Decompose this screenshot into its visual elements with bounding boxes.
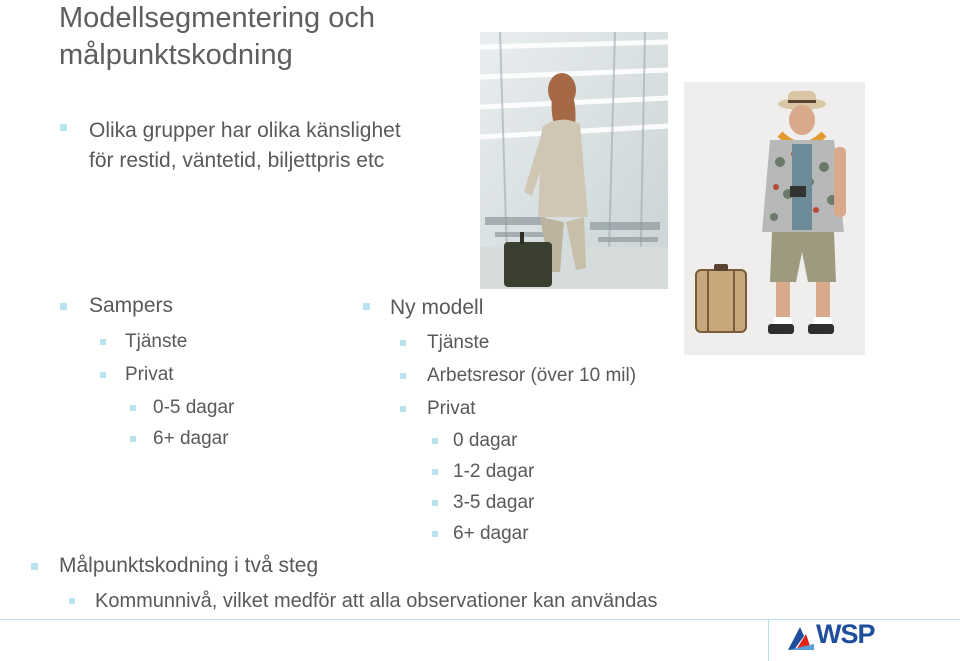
ny-modell-subitem: 6+ dagar — [453, 523, 529, 544]
ny-modell-subitem: 1-2 dagar — [453, 461, 535, 482]
intro-line-2: för restid, väntetid, biljettpris etc — [89, 149, 385, 172]
bullet-marker — [432, 469, 438, 475]
ny-modell-subitem: 0 dagar — [453, 430, 518, 451]
bullet-marker — [100, 372, 106, 378]
bullet-marker — [100, 339, 106, 345]
sampers-item: Tjänste — [125, 331, 188, 352]
bullet-marker — [60, 303, 67, 310]
bullet-marker — [69, 598, 75, 604]
bullet-marker — [432, 500, 438, 506]
bullet-marker — [130, 405, 136, 411]
malpunkt-sub: Kommunnivå, vilket medför att alla observationer kan användas — [95, 590, 658, 612]
bullet-marker — [60, 124, 67, 131]
page-title: Modellsegmentering och målpunktskodning — [59, 2, 375, 71]
sampers-item: Privat — [125, 364, 174, 385]
sampers-heading: Sampers — [89, 294, 174, 317]
bullet-marker — [400, 340, 406, 346]
tourist-photo — [684, 82, 865, 355]
intro-line-1: Olika grupper har olika känslighet — [89, 119, 401, 142]
ny-modell-item: Arbetsresor (över 10 mil) — [427, 365, 637, 386]
wsp-logo-text: WSP — [816, 619, 875, 649]
sampers-subitem: 0-5 dagar — [153, 397, 235, 418]
bullet-marker — [31, 563, 38, 570]
bullet-marker — [130, 436, 136, 442]
bullet-marker — [363, 303, 370, 310]
bullet-marker — [432, 531, 438, 537]
ny-modell-item: Tjänste — [427, 332, 490, 353]
bullet-marker — [400, 373, 406, 379]
bullet-marker — [432, 438, 438, 444]
ny-modell-subitem: 3-5 dagar — [453, 492, 535, 513]
sampers-subitem: 6+ dagar — [153, 428, 229, 449]
ny-modell-item: Privat — [427, 398, 476, 419]
airport-traveler-photo — [480, 32, 668, 289]
malpunkt-heading: Målpunktskodning i två steg — [59, 554, 319, 577]
ny-modell-heading: Ny modell — [390, 296, 484, 319]
bullet-marker — [400, 406, 406, 412]
